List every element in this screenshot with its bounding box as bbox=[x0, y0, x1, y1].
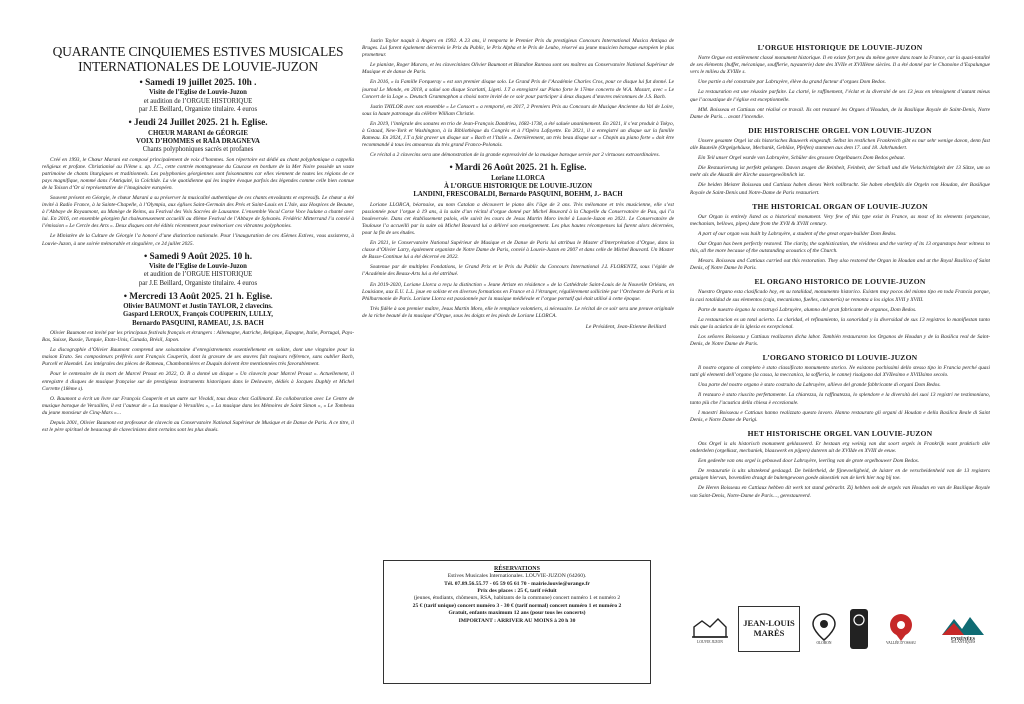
event-date: • Samedi 9 Août 2025. 10 h. bbox=[143, 251, 253, 262]
section-heading: THE HISTORICAL ORGAN OF LOUVIE-JUZON bbox=[752, 201, 928, 211]
organ-nl: HET HISTORISCHE ORGEL VAN LOUVIE-JUZON Ons Orgel is als historisch monument geklasseerd. Er bestaan erg weinig van dat soort orgels in Frankrijk want praktisch alle onderdelen (orgelkast, mechaniek, blaaswerk en pijpen) dateren uit de XVIIde en XVIII de eeuw. Een gedeelte van ons orgel is gebouwd door Labruyère, leerling van de grote orgelbouwer Dom Bedos. De restauratie is uits uitstekend geslaagd. De helderheid, de fijnevoeligheid, de luister en de verscheidenheid van de 13 registers getuigen hiervan, bovendien draagt de buitengewoon goede akoestiek van de kerk hier nog bij toe. De Heren Boisseau en Cattiaux hebben dit werk tot stand gebracht. Zij hebben ook de orgels van Houdan en van de Basilique Royale van Saint-Denis, Notre-Dame de Paris…, gerestaureerd. bbox=[690, 428, 990, 499]
event-date: • Jeudi 24 Juillet 2025. 21 h. Eglise. bbox=[128, 118, 268, 129]
church-icon bbox=[690, 613, 730, 641]
organ-it: L’ORGANO STORICO DI LOUVIE-JUZON Il nostro organo al completo è stato classificato monumento storico. Ne esistono pochissimi dello stesso tipo in Francia perché quasi tutti gli elementi dell’organo (la cassa, la meccanica, la soffieria, le canne) risalgono dal XVIIesimo e XVIIIsimo secolo. Una parte del nostro organo è stato costruito da Labruyère, allievo del grande fabbricante di organi Dom Bedos. Il restauro è stato riuscito perfettamente. La chiarezza, la raffinatezza, lo splendore e la diversità dei suoi 13 registri ne testimoniano, tanto più che l’acustica della chiesa è eccezionale. I maestri Boisseau e Cattiaux hanno realizzato questo lavoro. Hanno restaurato gli organi di Houdan e della Basilica Reale di Saint Denis, e Notre Dame de Parigi. bbox=[690, 353, 990, 423]
page-title: QUARANTE CINQUIEMES ESTIVES MUSICALES INTERNATIONALES DE LOUVIE-JUZON bbox=[52, 44, 344, 74]
signature: Le Président, Jean-Etienne Beillard bbox=[585, 323, 666, 330]
pyrenees-atlantiques-logo: PYRÉNÉES ATLANTIQUES bbox=[934, 606, 992, 652]
badge-icon bbox=[849, 608, 869, 650]
sponsor-logos bbox=[688, 606, 994, 656]
event-2: • Jeudi 24 Juillet 2025. 21 h. Eglise. CHŒUR MARANI de GÉORGIE VOIX D’HOMMES et RAÏA DRAGNEVA Chants polyphoniques sacrés et profanes bbox=[42, 118, 354, 154]
column-left bbox=[42, 38, 354, 700]
louvie-juzon-logo: LOUVIE JUZON bbox=[688, 606, 732, 652]
section-heading: EL ORGANO HISTORICO DE LOUVIE-JUZON bbox=[754, 277, 926, 287]
event-3: • Samedi 9 Août 2025. 10 h. Visite de l’Eglise de Louvie-Juzon et audition de l’ORGUE HISTORIQUE par J.E Beillard, Organiste titulaire. 4 euros bbox=[42, 252, 354, 288]
organ-de: DIE HISTORISCHE ORGEL VON LOUVIE-JUZON Unsere gesamte Orgel ist als historisches Bauwerk eingestuft. Selbst im restlichen Frankreich gibt es nur sehr wenige davon, denn fast alle Bauteile (Orgelgehäuse, Mechanik, Gebläse, Pfeifen) stammen aus dem 17. und 18. Jahrhundert. Ein Teil unser Orgel wurde von Labruyère, Schüler des grossen Orgelbauers Dom Bedos gebaut. Die Restaurierung ist perfekt gelungen. Davon zeugen die Reinheit, Feinheit, der Schall und die Vielschichtigkeit der 13 Sätze, um so mehr als die Akustik der Kirche aussergewöhnlich ist. Die beiden Meister Boisseau und Cattiaux haben dieses Werk vollbracht. Sie haben ebenfalls die Orgeln von Houdan, der Basilique Royale de Saint-Denis und Notre-Dame de Paris restauriert. bbox=[690, 125, 990, 196]
event-4: • Mercredi 13 Août 2025. 21 h. Eglise. Olivier BAUMONT et Justin TAYLOR, 2 clavecins. Gaspard LEROUX, François COUPERIN, LULLY, Bernardo PASQUINI, RAMEAU, J.S. BACH bbox=[42, 292, 354, 328]
event-1: • Samedi 19 juillet 2025. 10h . Visite de l’Eglise de Louvie-Juzon et audition de l’ORGUE HISTORIQUE par J.E Beillard, Organiste titulaire. 4 euros bbox=[42, 78, 354, 114]
reservations-title: RÉSERVATIONS bbox=[494, 566, 540, 572]
column-right bbox=[690, 38, 990, 700]
section-heading: L’ORGUE HISTORIQUE DE LOUVIE-JUZON bbox=[757, 43, 923, 52]
taylor-text: Justin Taylor naquit à Angers en 1992. A 23 ans, il remporta le Premier Prix du prestigieux Concours International Musica Antiqua de Bruges. Lui furent également décernés le Prix du Public, le Prix Alpha et le Prix de Leubo, réservé au jeune musicien baroque européen le plus prometteur. Le pianiste, Roger Muraro, et les clavecinistes Olivier Baumont et Blandine Rannou sont ses maîtres au Conservatoire National Supérieur de Musique et de danse de Paris. En 2016, « la Famille Forqueray » est son premier disque solo. Le Grand Prix de l’Académie Charles Cros, pour ce disque lui fut donné. Le journal Le Monde, en 2018, a salué son disque Scarlatti, Ligeti. J.T a enregistré sur Piano forte le 17ème concerto de W.A. Mozart, avec « Le Concert de la Loge ». Deutsch Grammophon a choisi notre invité de ce soir pour participer à deux disques d’œuvres méconnues de J.S. Bach. Justin TAYLOR avec son ensemble « Le Consort » a remporté, en 2017, 2 Premiers Prix au Concours de Musique Ancienne du Val de Loire, sous la haute patronage du célèbre William Christie. En 2019, l’intégrale des sonates en trio de Jean-François Dandrieu, 1682-1738, a été saluée unanimement. En 2021, il s’est produit à Tokyo, à Gstaad, New-York et Washington, à la Bibliothèque du Congrès et à l’Opéra Lafayette. En 2021, il a enregistré un disque sur la famille Rameau. En 2024, J.T a fait graver un disque sur « Bach et l’Italie ». Dernièrement, un très beau disque sur « Chopin au piano forte » doit être recommandé à tous les amoureux du très grand Franco-Polonais. Ce récital a 2 clavecins sera une démonstration de la grande expressivité de la musique baroque servie par 2 virtuoses extraordinaires. bbox=[362, 38, 674, 159]
baumont-text: Olivier Baumont est invité par les principaux festivals français et étrangers : Allemagne, Autriche, Belgique, Espagne, Italie, Portugal, Pays-Bas, Suisse, Russie, Turquie, Etats-Unis, Canada, Brésil, Japon. La discographie d’Olivier Baumont comprend une soixantaine d’enregistrements essentiellement en soliste, dont une vingtaine pour la maison Erato. Ses compositeurs préférés sont François Couperin, dont la gravure de ses œuvres fait toujours référence, sans oublier Bach, Purcell et Haendel. Les intégrales des pièces de Rameau, Chambonnières et Duquin doivent être mentionnées très favorablement. Pour le centenaire de la mort de Marcel Proust en 2022, O. B a donné un disque « Un clavecin pour Marcel Proust ». Actuellement, il enregistre 4 disques de musique française sur de prestigieux instruments historiques dans le Delaware, dédiés à Jacques Duphly et Michel Corrette (18ème s). O. Baumont a écrit un livre sur François Couperin et un autre sur Vivaldi, tous deux chez Gallimard. En collaboration avec Le Centre de musique baroque de Versailles, il est l’auteur de « La musique à Versailles », « La musique dans les Mémoires de Saint Simon », « Le Tombeau du jeune monsieur de Cinq-Mars »… Depuis 2001, Olivier Baumont est professeur de clavecin au Conservatoire National Supérieur de Musique et de Danse de Paris. A ce titre, il est le père spirituel de beaucoup de clavecinistes dont certains sont les plus doués. bbox=[42, 329, 354, 434]
marani-text: Créé en 1993, le Chœur Marani est composé principalement de voix d’hommes. Son répertoire est dédié au chant polyphonique a cappella religieux et profane. Christianisé au IVème s. ap. J.C., cette contrée montagneuse du Caucase en bordure de la Mer Noire possède un vaste patrimoine de chants liturgiques et traditionnels. Les polyphonies géorgiennes sont foisonnantes car elles viennent de toutes les régions de ce pays magnifique, nommé dans l’Antiquité, la Colchide. La vie quotidienne qui les inspire évoque parfois des légendes comme celle bien connue de la Toison d’Or si représentative de l’imaginaire européen. Souvent présent en Géorgie, le chœur Marani a su préserver la musicalité authentique de ces chants envoûtants et expressifs. Le chœur a été invité à Radio France, à la Sainte-Chapelle, à l’Olympia, aux églises Saint-Germain des Prés et Saint-Louis en L’Isle, aux Hospices de Beaune, à l’Abbaye de Royaumont, au Manège de Reims, au Festival des Voix Sacrées de Lausanne. L’ensemble Vocal Corse Voce Isulane a chanté avec lui. En 2016, cet ensemble géorgien fut chaleureusement accueilli au 40ème Festival de l’Abbaye de Sylvanès. Frédéric Mitterrand l’a convié à l’émission « Le Cercle des Arts ». Deux disques ont été édités récemment pour mémoriser ces vibrantes polyphonies. Le Ministère de la Culture de Géorgie l’a honoré d’une distinction nationale. Pour l’inauguration de ces 45èmes Estives, vous assisterez, à Louvie-Juzon, à une soirée mémorable et singulière, ce 24 juillet 2025. bbox=[42, 156, 354, 247]
organ-en: THE HISTORICAL ORGAN OF LOUVIE-JUZON Our Organ is entirely listed as a historical monument. Very few of this type exist in France, as most of its elements (organcase, mechanism, bellows, pipes) date from the XVII & XVIII century. A part of our organ was built by Labruyère, a student of the great organ-builder Dom Bedos. Our Organ has been perfectly restored. The clarity, the sophistication, the vividness and the variety of its 13 organstops bear witness to this, all the more because of the outstanding acoustics of the Church. Messrs. Boisseau and Cattiaux carried out this restoration. They also restored the Organ in Houdan and at the Royal Basilica of Saint Denis, of Notre Dame In Paris. bbox=[690, 201, 990, 272]
reservations-box: RÉSERVATIONS Estives Musicales Internationales. LOUVIE-JUZON (64260). Tél. 07.89.56.55.77 - 05 59 05 61 70 - mairie.louvie@orange.fr Prix des places : 25 €, tarif réduit (jeunes, étudiants, chômeurs, RSA, habitants de la commune) concert numéro 1 et numéro 2 25 € (tarif unique) concert numéro 3 - 30 € (tarif normal) concert numéro 1 et numéro 2 Gratuit, enfants maximum 12 ans (pour tous les concerts) IMPORTANT : ARRIVER AU MOINS à 20 h 30 bbox=[383, 560, 651, 684]
organ-es: EL ORGANO HISTORICO DE LOUVIE-JUZON Nuestro Organo esta clasificado hoy, en su totalidad, monumento historico. Existen muy pocos del mismo tipo en toda Francia porque, la casi totalidad de sus elementos (caja, mecanismo, fuelles, canonería) se remonta a los siglos XVII y XVIII. Parte de nuestro órgano la construyó Labruyère, alumno del gran fabricante de organos, Dom Bedos. La restauracion es un total acierto. La claridad, el refinamiento, la sonoridad y la diversidad de sus 13 registros lo manifiestan tanto más que la acústica de la iglesia es excepcional. Los señores Boisseau y Cattiaux realizaron dicha labor. También restauraron los Organos de Houdan y de la Basilica real de Saint-Denis, de Notre Dame de Paris. bbox=[690, 277, 990, 347]
ossau-badge bbox=[848, 606, 870, 652]
organ-fr: L’ORGUE HISTORIQUE DE LOUVIE-JUZON Notre Orgue est entièrement classé monument historique. Il en existe fort peu du même genre dans toute la France, car la quasi-totalité de ses éléments (buffet, mécanique, soufflerie, tuyauterie) date des XVIIe et XVIIIème siècles. Il a été donné par le Chanoine d’Espalungue vers le milieu du XVIIIe s. Une partie a été construite par Labruyère, élève du grand facteur d’orgues Dom Bedos. La restauration est une réussite parfaite. La clarté, le raffinement, l’éclat et la diversité de ses 13 jeux en témoignent d’autant mieux que l’acoustique de l’église est exceptionnelle. MM. Boisseau et Cattiaux ont réalisé ce travail. Ils ont restauré les Orgues d’Houdan, de la Basilique Royale de Saint-Denis, Notre Dame de Paris… avant l’incendie. bbox=[690, 43, 990, 120]
vallee-ossau-logo: VALLÉE D’OSSAU bbox=[874, 606, 928, 652]
oloron-logo: OLORON bbox=[806, 606, 842, 652]
section-heading: DIE HISTORISCHE ORGEL VON LOUVIE-JUZON bbox=[748, 125, 932, 135]
map-pin-icon bbox=[886, 612, 916, 642]
section-heading: L’ORGANO STORICO DI LOUVIE-JUZON bbox=[762, 353, 918, 363]
event-date: • Samedi 19 juillet 2025. 10h . bbox=[139, 78, 257, 89]
event-date: • Mercredi 13 Août 2025. 21 h. Eglise. bbox=[123, 291, 273, 302]
event-5: • Mardi 26 Août 2025. 21 h. Eglise. Loriane LLORCA À L’ORGUE HISTORIQUE DE LOUVIE-JUZON LANDINI, FRESCOBALDI, Bernardo PASQUINI, BOEHM, J.- BACH bbox=[362, 163, 674, 199]
jean-louis-mares-logo: JEAN-LOUIS MARÈS bbox=[738, 606, 800, 652]
event-date: • Mardi 26 Août 2025. 21 h. Eglise. bbox=[449, 163, 587, 174]
section-heading: HET HISTORISCHE ORGEL VAN LOUVIE-JUZON bbox=[747, 428, 933, 438]
llorca-text: Loriane LLORCA, béarnaise, au nom Catalan a découvert le piano dès l’âge de 3 ans. Très mélomane et très musicienne, elle s’est passionnée pour l’orgue à 19 ans, à la suite d’un récital d’orgue donné par Michel Bouvard à la Chapelle du Conservatoire de Pau, qui l’a bouleversée. Dans cet établissement palois, elle suivit les cours de Jesus Martin Moro invité à Louvie-Juzon en 2021. Le Conservatoire de Toulouse l’a accueilli par la suite où Michel Bouvard lui a délivré son enseignement. Les plus hautes récompenses lui furent alors décernées, pour la fin de ses études. En 2021, le Conservatoire National Supérieur de Musique et de Danse de Paris lui attribua le Master d’Interprétation d’Orgue, dans la classe d’Olivier Latry, également organiste de Notre Dame de Paris, convié à Louvie-Juzon en 2007 et dans celle de Michel Bouvard. Un Master de Basse-Continue lui a été décerné en 2022. Soutenue par de multiples Fondations, le Grand Prix et le Prix du Public du Concours International J.L FLORENTZ, sous l’égide de l’Académie des Beaux-Arts lui a été attribué. En 2019-2020, Loriane Llorca a reçu la distinction « Jeune Artiste en résidence » de la Cathédrale Saint-Louis de la Nouvelle Orléans, en Louisiane, aux E.U. L.L. joue en soliste et en diverses formations en France et à l’étranger, régulièrement sollicitée par l’Orchestre de Paris et la Philharmonie de Paris. Loriane Llorca est passionnée par la musique médiévale et l’orgue portatif qui était utilisé à cette époque. Très fidèle à son premier maître, Jesus Martin Moro, elle le remplace volontiers, si nécessaire. Le récital de ce soir sera une preuve originale de la riche beauté de la musique d’Orgue, sous les doigts et les pieds de Loriane LLORCA. bbox=[362, 201, 674, 319]
mountains-icon bbox=[940, 613, 986, 637]
location-pin-icon bbox=[810, 612, 838, 642]
